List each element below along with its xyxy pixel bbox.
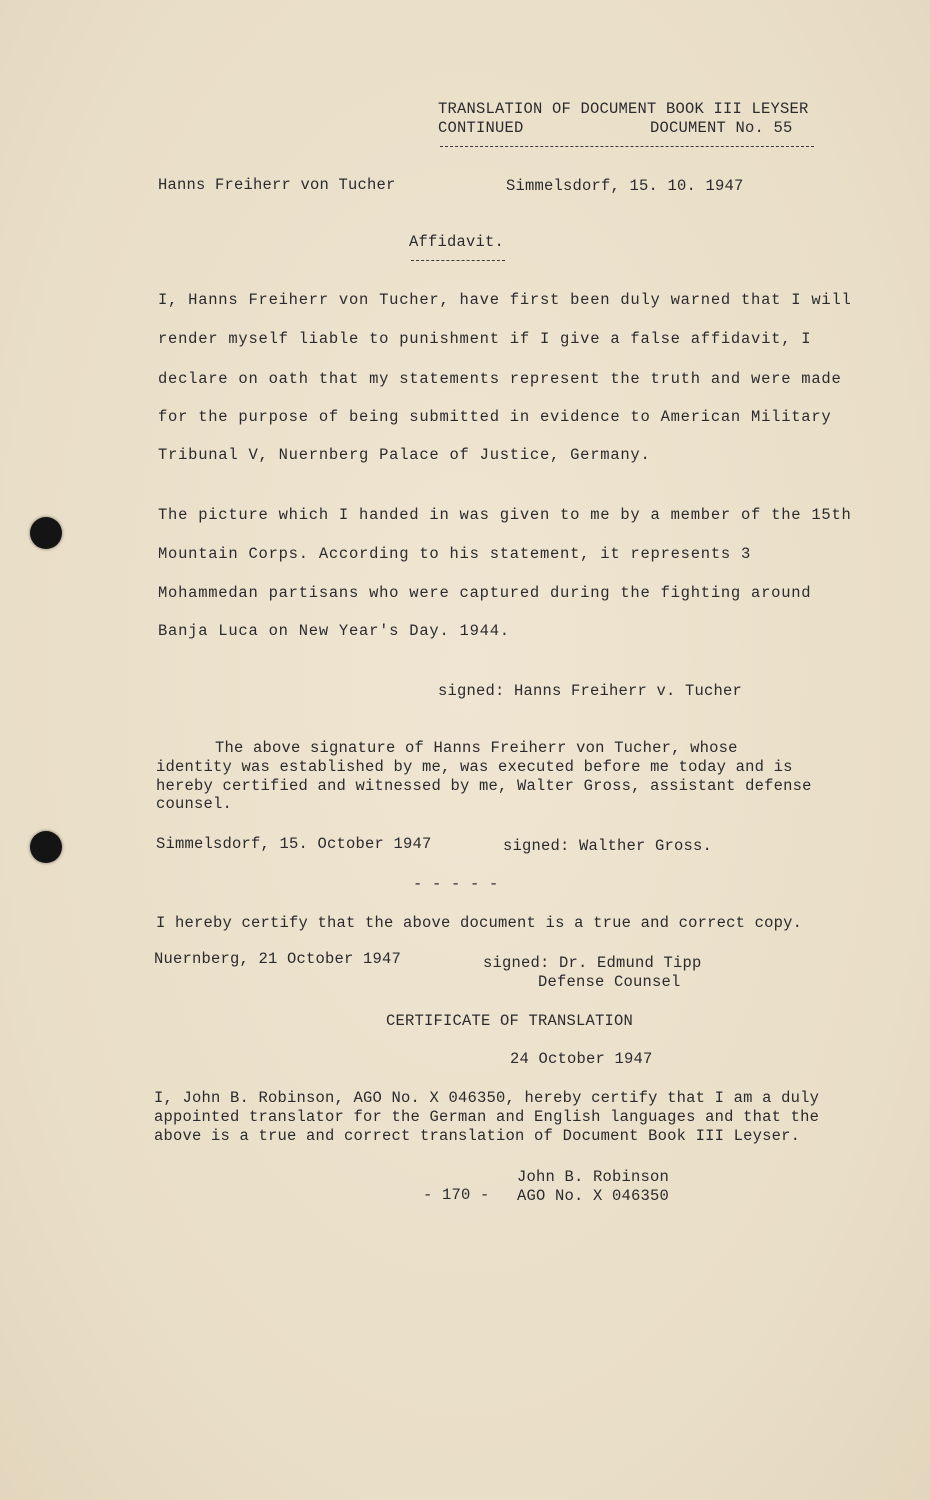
affiant-place-date: Simmelsdorf, 15. 10. 1947 bbox=[506, 177, 744, 195]
translation-certificate-line: I, John B. Robinson, AGO No. X 046350, hereby certify that I am a duly bbox=[154, 1089, 820, 1107]
translator-name: John B. Robinson bbox=[517, 1168, 670, 1186]
paragraph1-line: declare on oath that my statements represent the truth and were made bbox=[158, 370, 842, 388]
punch-hole-bottom bbox=[30, 831, 62, 863]
header-continued: CONTINUED bbox=[438, 119, 524, 137]
paragraph1-line: for the purpose of being submitted in evidence to American Military bbox=[158, 408, 832, 426]
witness-line: The above signature of Hanns Freiherr von Tucher, whose bbox=[158, 739, 738, 757]
witness-line: counsel. bbox=[156, 795, 233, 813]
section-divider: - - - - - bbox=[413, 875, 499, 893]
witness-line: hereby certified and witnessed by me, Walter Gross, assistant defense bbox=[156, 777, 812, 795]
copy-certification-text: I hereby certify that the above document is a true and correct copy. bbox=[156, 914, 803, 932]
translation-certificate-line: appointed translator for the German and English languages and that the bbox=[154, 1108, 820, 1126]
page-number: - 170 - bbox=[423, 1186, 490, 1204]
title-underline bbox=[411, 260, 505, 261]
paragraph2-line: Mountain Corps. According to his statement, it represents 3 bbox=[158, 545, 752, 563]
witness-place-date: Simmelsdorf, 15. October 1947 bbox=[156, 835, 432, 853]
paragraph2-line: The picture which I handed in was given to me by a member of the 15th bbox=[158, 506, 852, 524]
header-title: TRANSLATION OF DOCUMENT BOOK III LEYSER bbox=[438, 100, 809, 118]
punch-hole-top bbox=[30, 517, 62, 549]
paragraph1-line: render myself liable to punishment if I give a false affidavit, I bbox=[158, 330, 812, 348]
affidavit-title: Affidavit. bbox=[409, 233, 505, 251]
translation-certificate-title: CERTIFICATE OF TRANSLATION bbox=[386, 1012, 634, 1030]
copy-certification-role: Defense Counsel bbox=[538, 973, 681, 991]
paragraph1-line: I, Hanns Freiherr von Tucher, have first been duly warned that I will bbox=[158, 291, 852, 309]
translation-certificate-line: above is a true and correct translation of Document Book III Leyser. bbox=[154, 1127, 801, 1145]
translator-ago-number: AGO No. X 046350 bbox=[517, 1187, 670, 1205]
paragraph2-line: Mohammedan partisans who were captured during the fighting around bbox=[158, 584, 812, 602]
header-underline bbox=[440, 146, 814, 147]
translation-certificate-date: 24 October 1947 bbox=[510, 1050, 653, 1068]
affiant-signature: signed: Hanns Freiherr v. Tucher bbox=[438, 682, 743, 700]
copy-certification-place-date: Nuernberg, 21 October 1947 bbox=[154, 950, 402, 968]
paragraph2-line: Banja Luca on New Year's Day. 1944. bbox=[158, 622, 510, 640]
header-document-number: DOCUMENT No. 55 bbox=[650, 119, 793, 137]
witness-line: identity was established by me, was executed before me today and is bbox=[156, 758, 793, 776]
copy-certification-signed: signed: Dr. Edmund Tipp bbox=[483, 954, 702, 972]
witness-signature: signed: Walther Gross. bbox=[503, 837, 713, 855]
paragraph1-line: Tribunal V, Nuernberg Palace of Justice, Germany. bbox=[158, 446, 651, 464]
affiant-name: Hanns Freiherr von Tucher bbox=[158, 176, 396, 194]
